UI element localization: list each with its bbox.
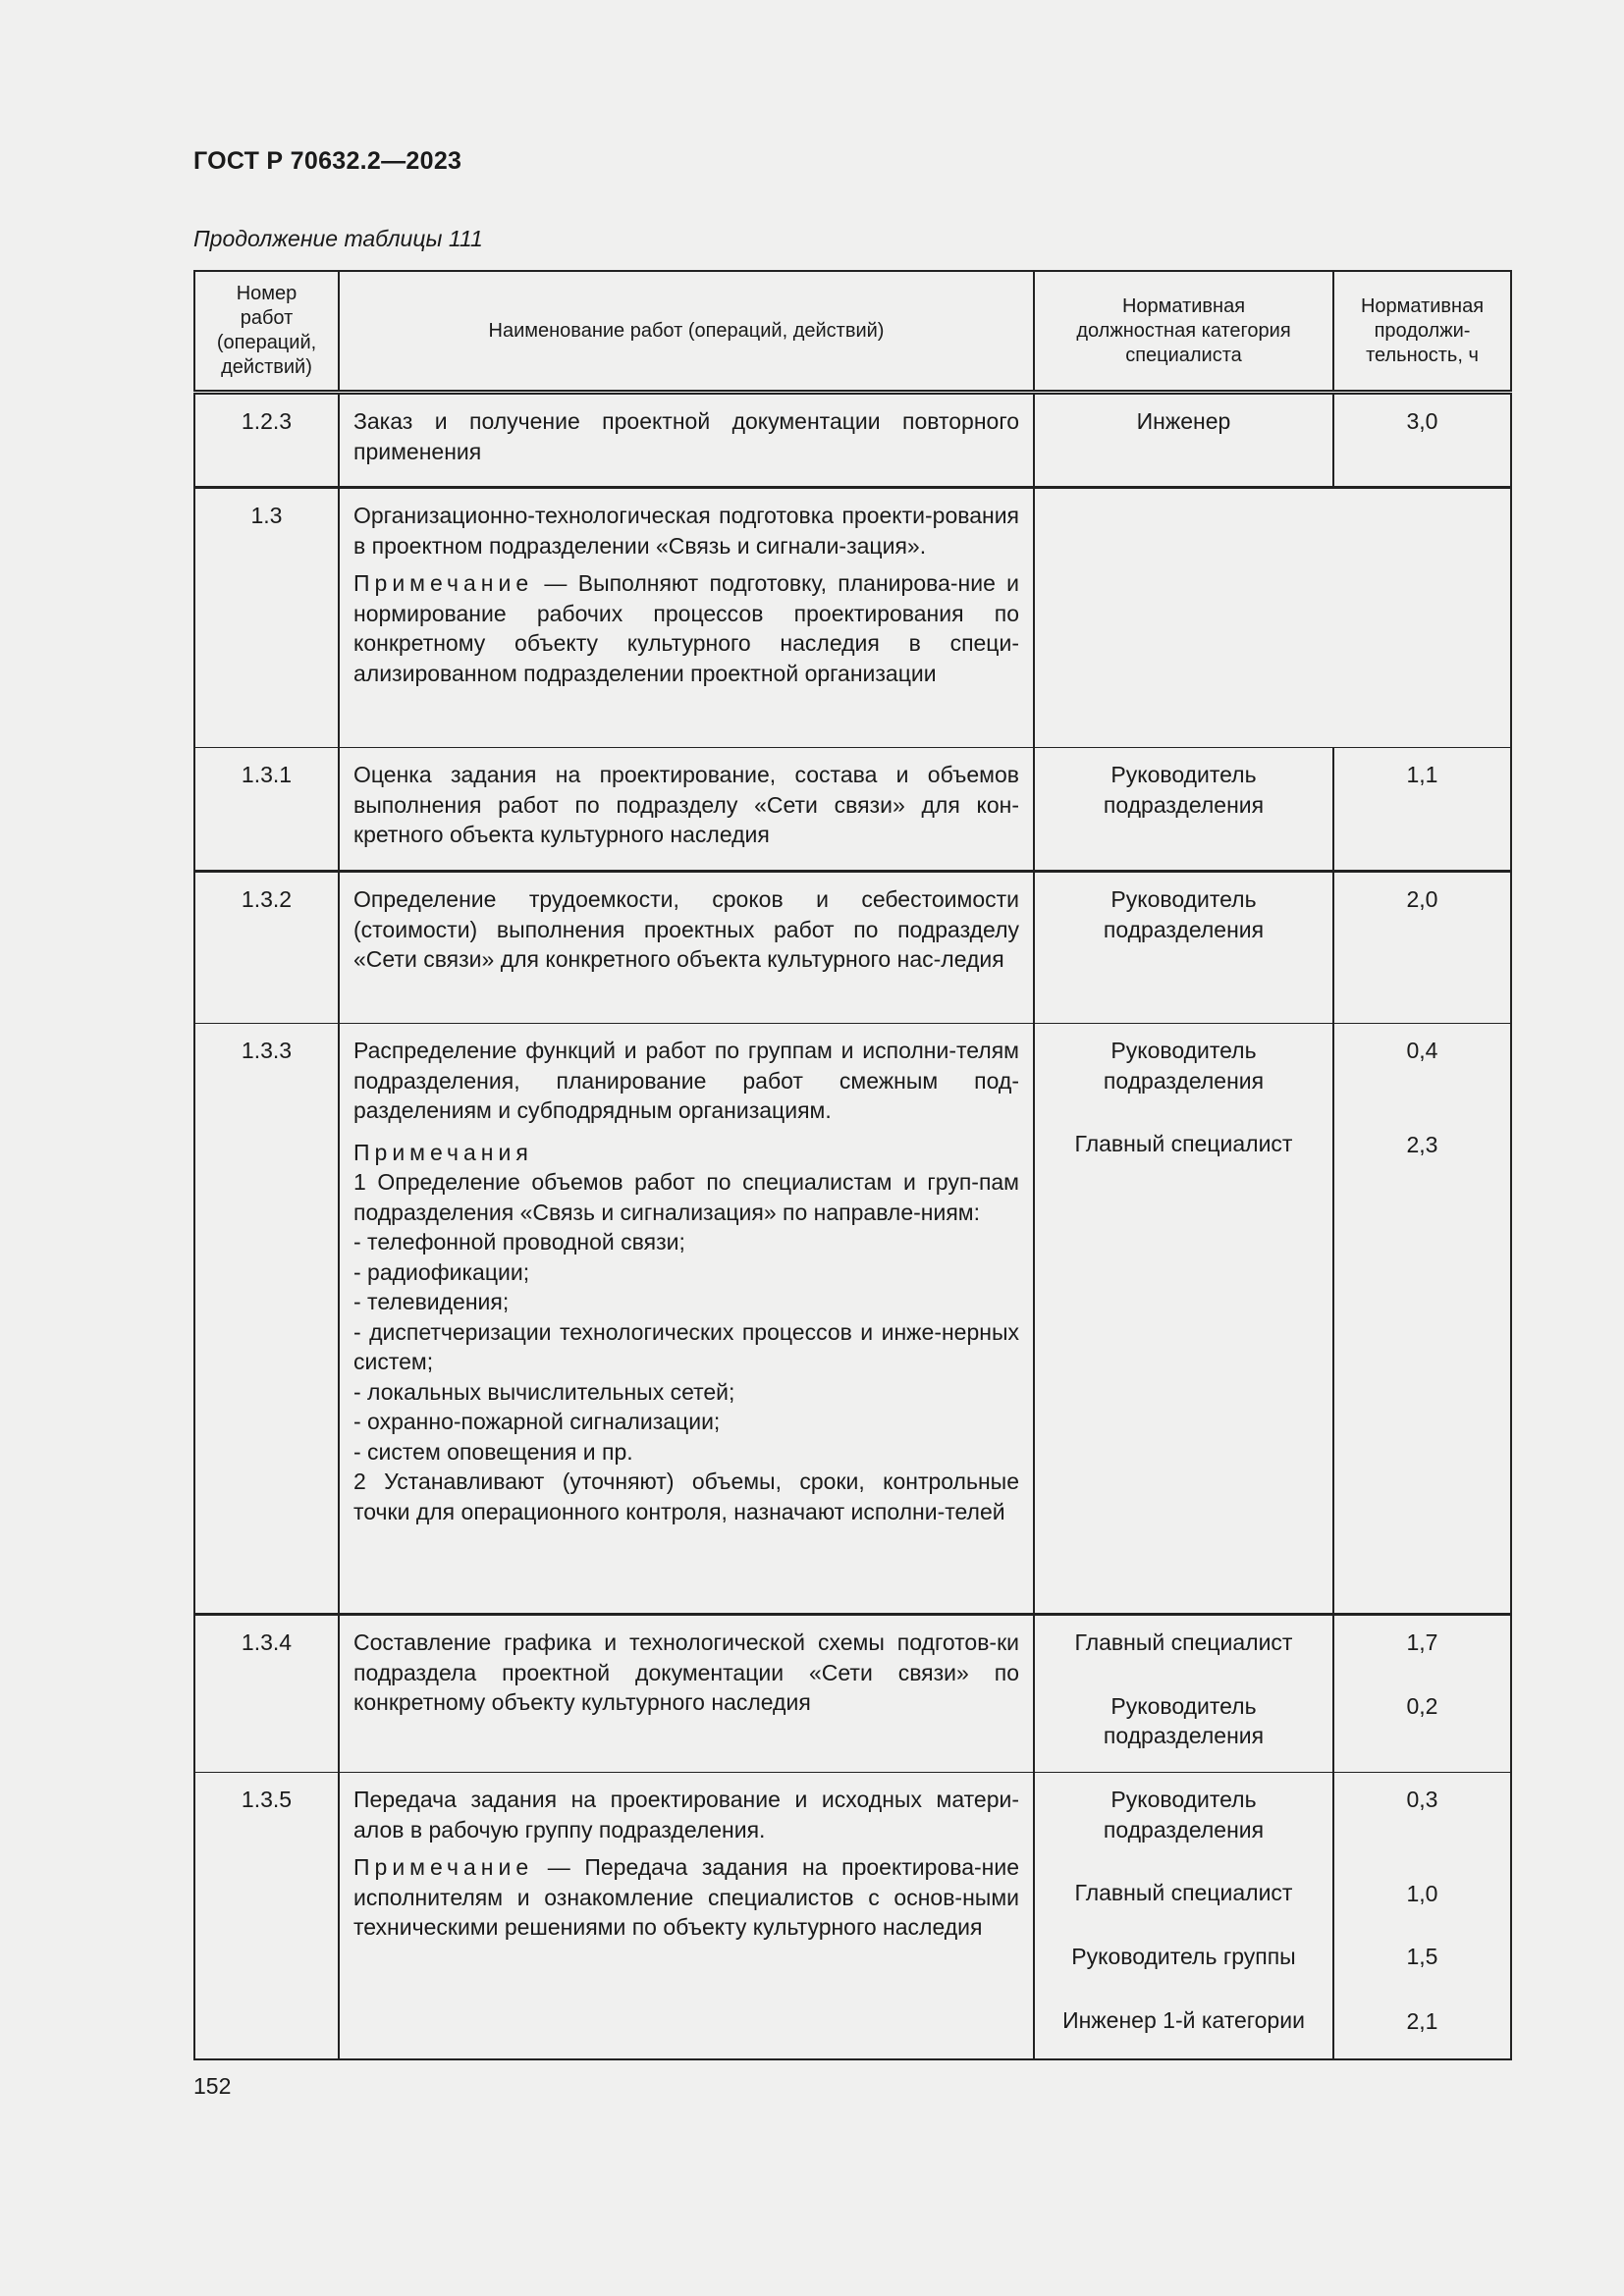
list-item: - телефонной проводной связи; [353,1229,685,1255]
list-item: - радиофикации; [353,1258,530,1285]
row-category: Инженер [1034,393,1333,488]
table-row [194,872,1511,1024]
row-name: Определение трудоемкости, сроков и себестоимости (стоимости) выполнения проектных работ по подразделу «Сети связи» для конкретного объекта культурного нас-ледия [339,872,1034,1024]
list-item: - диспетчеризации технологических процессов и инже-нерных систем; [353,1318,1019,1374]
page-number: 152 [193,2073,232,2099]
row-duration: 3,0 [1333,393,1511,488]
table-row [194,488,1511,748]
row-category: Руководитель подразделения [1034,748,1333,872]
row-name: Составление графика и технологической схемы подготов-ки подраздела проектной документации «Сети связи» по конкретному объекту культурного наследия [339,1615,1034,1773]
row-category: Руководитель подразделения Главный специалист [1034,1024,1333,1615]
table-row [194,1615,1511,1773]
work-norms-table [193,270,1512,2060]
table-row [194,748,1511,872]
row-duration: 1,7 0,2 [1333,1615,1511,1773]
row-duration: 1,1 [1333,748,1511,872]
table-row [194,1773,1511,2059]
row-category: Руководитель подразделения Главный специалист Руководитель группы Инженер 1-й категории [1034,1773,1333,2059]
note-label: Примечание [353,570,534,596]
row-name: Заказ и получение проектной документации повторного применения [339,393,1034,488]
column-header-duration: Нормативная продолжи- тельность, ч [1333,271,1511,393]
row-duration: 2,0 [1333,872,1511,1024]
row-number: 1.3.3 [194,1024,339,1615]
list-item: - охранно-пожарной сигнализации; [353,1409,721,1434]
row-name: Оценка задания на проектирование, состава и объемов выполнения работ по подразделу «Сети связи» для кон-кретного объекта культурного наследия [339,748,1034,872]
note-label: Примечание [353,1854,534,1880]
row-number: 1.2.3 [194,393,339,488]
note-label: Примечания [353,1139,533,1165]
list-item: - систем оповещения и пр. [353,1438,633,1465]
row-name: Передача задания на проектирование и исходных матери-алов в рабочую группу подразделения. Примечание — Передача задания на проектирова-ние исполнителям и ознакомление специалистов с основ-ными техническими решениями по объекту культурного наследия [339,1773,1034,2059]
table-row [194,1024,1511,1615]
table-row [194,393,1511,488]
row-number: 1.3.4 [194,1615,339,1773]
row-number: 1.3 [194,488,339,748]
column-header-name: Наименование работ (операций, действий) [339,271,1034,393]
row-name: Распределение функций и работ по группам и исполни-телям подразделения, планирование работ смежным под-разделениям и субподрядным организациям. Примечания 1 Определение объемов работ по специалистам и груп-пам подразделения «Связь и сигнализация» по направле-ниям: - телефонной проводной связи; - радиофикации; - телевидения; - диспетчеризации технологических процессов и инже-нерных систем; - локальных вычислительных сетей; - охранно-пожарной сигнализации; - систем оповещения и пр. 2 Устанавливают (уточняют) объемы, сроки, контрольные точки для операционного контроля, назначают исполни-телей [339,1024,1034,1615]
column-header-number: Номер работ (операций, действий) [194,271,339,393]
row-number: 1.3.1 [194,748,339,872]
list-item: - локальных вычислительных сетей; [353,1378,735,1405]
row-empty-cell [1034,488,1511,748]
table-caption: Продолжение таблицы 111 [193,226,483,251]
row-category: Руководитель подразделения [1034,872,1333,1024]
table-header-row [194,271,1511,393]
row-number: 1.3.2 [194,872,339,1024]
row-name: Организационно-технологическая подготовка проекти-рования в проектном подразделении «Связь и сигнали-зация». Примечание — Выполняют подготовку, планирова-ние и нормирование рабочих процессов проектирования по конкретному объекту культурного наследия в специ-ализированном подразделении проектной организации [339,488,1034,748]
row-number: 1.3.5 [194,1773,339,2059]
document-title: ГОСТ Р 70632.2—2023 [193,147,462,175]
row-duration: 0,3 1,0 1,5 2,1 [1333,1773,1511,2059]
column-header-category: Нормативная должностная категория специалиста [1034,271,1333,393]
row-duration: 0,4 2,3 [1333,1024,1511,1615]
list-item: - телевидения; [353,1289,510,1314]
row-category: Главный специалист Руководитель подразделения [1034,1615,1333,1773]
